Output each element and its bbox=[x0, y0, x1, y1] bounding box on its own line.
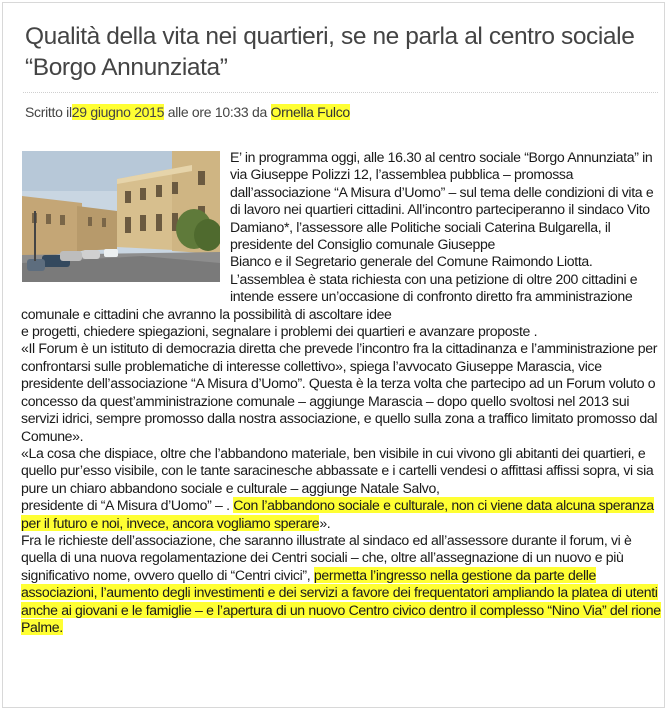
byline-time: alle ore 10:33 da bbox=[167, 104, 267, 120]
article-body bbox=[21, 149, 661, 636]
paragraph-intro: E’ in programma oggi, alle 16.30 al centro sociale “Borgo Annunziata” in via Giuseppe Polizzi 12, l’assemblea pubblica – promossa dall’associazione “A Misura d’Uomo” – sul tema delle condizioni di vita e di lavoro nei quartieri cittadini. All’incontro parteciperanno il sindaco Vito Damiano*, l’assessore alle Politiche sociali Caterina Bulgarella, il presidente del Consiglio comunale Giuseppe bbox=[230, 149, 654, 253]
paragraph-salvo-quote bbox=[21, 497, 661, 532]
article-title: Qualità della vita nei quartieri, se ne parla al centro sociale “Borgo Annunziata” bbox=[25, 23, 635, 81]
paragraph-proposals: e progetti, chiedere spiegazioni, segnalare i problemi dei quartieri e avanzare proposte . bbox=[21, 323, 538, 340]
salvo-plain: presidente di “A Misura d’Uomo” – . bbox=[21, 497, 230, 514]
salvo-end: ». bbox=[319, 514, 331, 531]
paragraph-forum-quote: «Il Forum è un istituto di democrazia diretta che prevede l’incontro fra la cittadinanza e l’amministrazione per confrontarsi sulle problematiche di interesse collettivo», spiega l’avvocato Giuseppe Marascia, vice presidente dell’associazione “A Misura d’Uomo”. Questa è la terza volta che partecipo ad un Forum voluto o concesso da quest’amministrazione comunale – aggiunge Marascia – dopo quello svoltosi nel 2013 sui servizi idrici, sempre promosso dalla nostra associazione, e quello sulla zona a traffico limitato promosso dal Comune». bbox=[21, 340, 658, 444]
paragraph-petition: L’assemblea è stata richiesta con una petizione di oltre 200 cittadini e intende essere un’occasione di confronto diretto fra amministrazione comunale e cittadini che avranno la possibilità di ascoltare idee bbox=[21, 270, 638, 322]
byline bbox=[25, 103, 350, 121]
paragraph-requests bbox=[21, 532, 661, 636]
paragraph-abandonment: «La cosa che dispiace, oltre che l’abbandono materiale, ben visibile in cui vivono gli abitanti dei quartieri, e quello pur’esso visibile, con le tante saracinesche abbassate e i cartelli vendesi o affittasi affissi sopra, vi sia pure un chiaro abbandono sociale e culturale – aggiunge Natale Salvo, bbox=[21, 444, 654, 496]
requests-highlight: permetta l’ingresso nella gestione da parte delle associazioni, l’aumento degli investimenti e dei servizi a favore dei frequentatori ampliando la platea di utenti anche ai giovani e le famiglie – e l’apertura di un nuovo Centro civico dentro il complesso “Nino Via” del rione Palme. bbox=[21, 566, 661, 635]
article-frame bbox=[2, 2, 665, 708]
requests-plain: Fra le richieste dell’associazione, che saranno illustrate al sindaco ed all’assessore durante il forum, vi è quella di una nuova regolamentazione dei Centri sociali – che, oltre all’assegnazione di un nuovo e più significativo nome, ovvero quello di “Centri civici”, bbox=[21, 531, 632, 583]
paragraph-participants: Bianco e il Segretario generale del Comune Raimondo Liotta. bbox=[230, 253, 593, 270]
byline-date-link[interactable]: 29 giugno 2015 bbox=[71, 104, 165, 120]
byline-written: Scritto il bbox=[25, 104, 72, 120]
title-divider bbox=[23, 92, 658, 93]
salvo-highlight: Con l’abbandono sociale e culturale, non ci viene data alcuna speranza per il futuro e noi, invece, ancora vogliamo sperare bbox=[21, 497, 654, 531]
byline-author-link[interactable]: Ornella Fulco bbox=[270, 104, 350, 120]
